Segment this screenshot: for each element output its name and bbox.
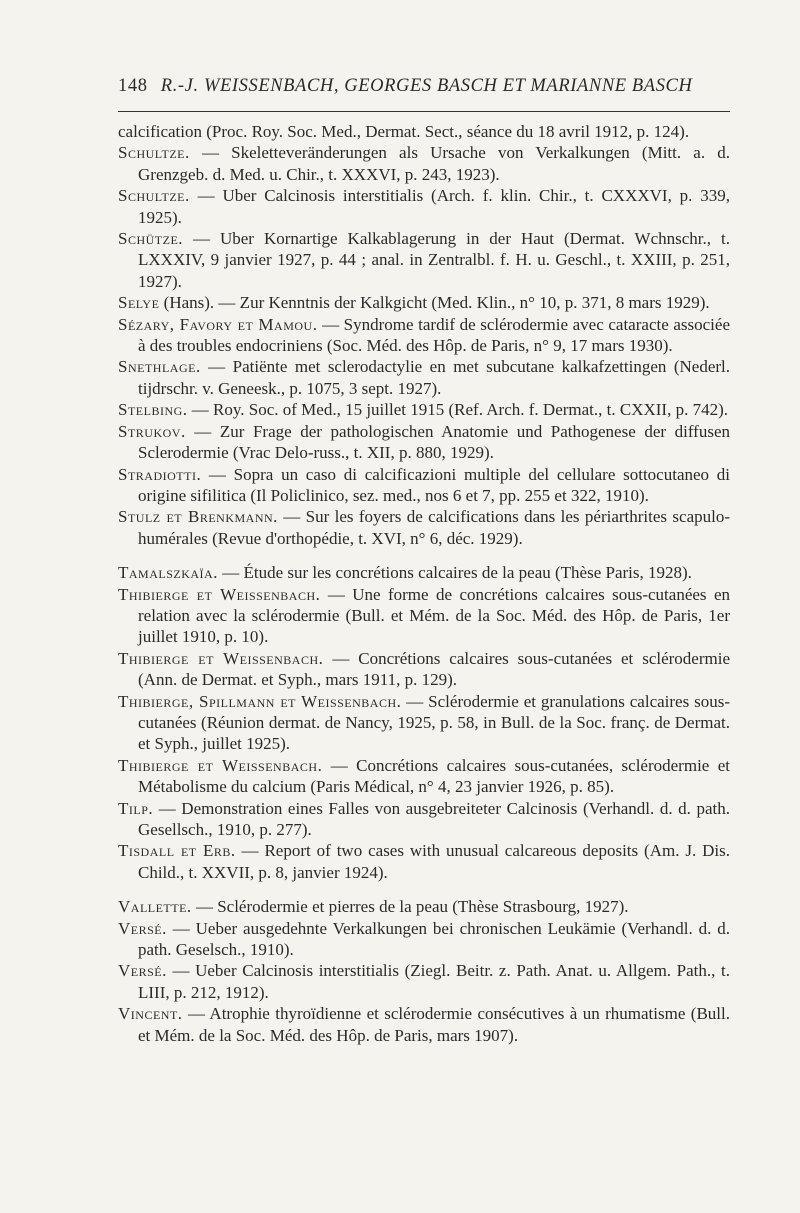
bibliography-entry bbox=[118, 421, 730, 464]
entry-author: Thibierge et Weissenbach. bbox=[118, 648, 324, 668]
entry-text: — Demonstration eines Falles von ausgebreiteter Calcinosis (Verhandl. d. d. path. Gesellsch., 1910, p. 277). bbox=[138, 798, 730, 839]
bibliography-entry bbox=[118, 356, 730, 399]
entry-author: Sézary, Favory et Mamou. bbox=[118, 314, 318, 334]
bibliography-entry bbox=[118, 798, 730, 841]
entry-text: — Ueber Calcinosis interstitialis (Ziegl. Beitr. z. Path. Anat. u. Allgem. Path., t. LIII, p. 212, 1912). bbox=[138, 961, 730, 1002]
entry-text: — Patiënte met sclerodactylie en met subcutane kalkafzettingen (Nederl. tijdrschr. v. Geneesk., p. 1075, 3 sept. 1927). bbox=[138, 357, 730, 398]
entry-author: Vincent. bbox=[118, 1004, 183, 1024]
entry-author: Strukov. bbox=[118, 421, 186, 441]
bibliography-entry bbox=[118, 121, 730, 142]
entry-author: Stulz et Brenkmann. bbox=[118, 507, 278, 527]
entry-text: calcification (Proc. Roy. Soc. Med., Dermat. Sect., séance du 18 avril 1912, p. 124). bbox=[118, 122, 690, 141]
entry-author: Schultze. bbox=[118, 186, 190, 206]
entry-text: — Uber Calcinosis interstitialis (Arch. f. klin. Chir., t. CXXXVI, p. 339, 1925). bbox=[138, 186, 730, 227]
entry-text: — Syndrome tardif de sclérodermie avec cataracte associée à des troubles endocriniens (Soc. Méd. des Hôp. de Paris, n° 9, 17 mars 1930). bbox=[138, 314, 730, 356]
entry-text: — Sur les foyers de calcifications dans les périarthrites scapulo-humérales (Revue d'orthopédie, t. XVI, n° 6, déc. 1929). bbox=[138, 507, 730, 548]
bibliography-entry bbox=[118, 562, 730, 583]
bibliography-entry bbox=[118, 292, 730, 313]
entry-text: — Sclérodermie et granulations calcaires sous-cutanées (Réunion dermat. de Nancy, 1925, p. 58, in Bull. de la Soc. franç. de Dermat. et Syph., juillet 1925). bbox=[138, 691, 730, 754]
bibliography-entry bbox=[118, 918, 730, 961]
running-title: R.-J. WEISSENBACH, GEORGES BASCH ET MARIANNE BASCH bbox=[160, 76, 693, 96]
entry-author: Thibierge et Weissenbach. bbox=[118, 584, 321, 604]
entry-author: Thibierge et Weissenbach. bbox=[118, 755, 323, 775]
bibliography-entry bbox=[118, 691, 730, 755]
bibliography-entry bbox=[118, 314, 730, 357]
entry-text: — Étude sur les concrétions calcaires de la peau (Thèse Paris, 1928). bbox=[217, 563, 692, 583]
entry-text: — Atrophie thyroïdienne et sclérodermie consécutives à un rhumatisme (Bull. et Mém. de la Soc. Méd. des Hôp. de Paris, mars 1907). bbox=[138, 1004, 730, 1045]
entry-text: — Skeletteveränderungen als Ursache von Verkalkungen (Mitt. a. d. Grenzgeb. d. Med. u. Chir., t. XXXVI, p. 243, 1923). bbox=[138, 143, 730, 184]
entry-text: (Hans). — Zur Kenntnis der Kalkgicht (Med. Klin., n° 10, p. 371, 8 mars 1929). bbox=[159, 293, 710, 313]
running-header bbox=[118, 76, 730, 97]
bibliography-entry bbox=[118, 142, 730, 185]
entry-text: — Zur Frage der pathologischen Anatomie und Pathogenese der diffusen Sclerodermie (Vrac Delo-russ., t. XII, p. 880, 1929). bbox=[138, 421, 730, 463]
bibliography-entry bbox=[118, 755, 730, 798]
entry-author: Tisdall et Erb. bbox=[118, 841, 236, 861]
entry-text: — Uber Kornartige Kalkablagerung in der Haut (Dermat. Wchnschr., t. LXXXIV, 9 janvier 1927, p. 44 ; anal. in Zentralbl. f. H. u. Geschl., t. XXIII, p. 251, 1927). bbox=[138, 229, 730, 291]
bibliography-entry bbox=[118, 648, 730, 691]
bibliography-entry bbox=[118, 399, 730, 420]
header-rule bbox=[118, 111, 730, 112]
bibliography-entry bbox=[118, 896, 730, 917]
bibliography-entry bbox=[118, 1003, 730, 1046]
bibliography-entry bbox=[118, 506, 730, 549]
page-number: 148 bbox=[118, 76, 148, 96]
entry-text: — Concrétions calcaires sous-cutanées et sclérodermie (Ann. de Dermat. et Syph., mars 1911, p. 129). bbox=[138, 648, 730, 690]
entry-author: Snethlage. bbox=[118, 357, 201, 377]
entry-text: — Report of two cases with unusual calcareous deposits (Am. J. Dis. Child., t. XXVII, p. 8, janvier 1924). bbox=[138, 841, 730, 882]
entry-text: — Roy. Soc. of Med., 15 juillet 1915 (Ref. Arch. f. Dermat., t. CXXII, p. 742). bbox=[187, 400, 728, 420]
entry-text: — Sclérodermie et pierres de la peau (Thèse Strasbourg, 1927). bbox=[191, 897, 629, 917]
bibliography-entry bbox=[118, 840, 730, 883]
entry-author: Tamalszkaïa. bbox=[118, 563, 218, 583]
entry-author: Schultze. bbox=[118, 143, 190, 163]
entry-author: Tilp. bbox=[118, 798, 154, 818]
entry-author: Versé. bbox=[118, 961, 167, 981]
bibliography-entry bbox=[118, 960, 730, 1003]
entry-text: — Concrétions calcaires sous-cutanées, sclérodermie et Métabolisme du calcium (Paris Médical, n° 4, 23 janvier 1926, p. 85). bbox=[138, 755, 730, 797]
entry-text: — Ueber ausgedehnte Verkalkungen bei chronischen Leukämie (Verhandl. d. d. path. Geselsch., 1910). bbox=[138, 918, 730, 960]
entry-author: Thibierge, Spillmann et Weissenbach. bbox=[118, 691, 402, 711]
entry-author: Versé. bbox=[118, 918, 167, 938]
entry-text: — Une forme de concrétions calcaires sous-cutanées en relation avec la sclérodermie (Bull. et Mém. de la Soc. Méd. des Hôp. de Paris, 1er juillet 1910, p. 10). bbox=[138, 584, 730, 647]
entry-author: Vallette. bbox=[118, 897, 192, 917]
entry-author: Stelbing. bbox=[118, 400, 188, 420]
entry-author: Stradiotti. bbox=[118, 464, 202, 484]
entry-author: Selye bbox=[118, 293, 160, 313]
bibliography-entry bbox=[118, 584, 730, 648]
entry-author: Schütze. bbox=[118, 229, 184, 249]
bibliography-entry bbox=[118, 228, 730, 292]
entry-text: — Sopra un caso di calcificazioni multiple del cellulare sottocutaneo di origine sifilitica (Il Policlinico, sez. med., nos 6 et 7, pp. 255 et 322, 1910). bbox=[138, 464, 730, 505]
bibliography-entry bbox=[118, 185, 730, 228]
bibliography-entry bbox=[118, 464, 730, 507]
bibliography-list bbox=[118, 121, 730, 1046]
